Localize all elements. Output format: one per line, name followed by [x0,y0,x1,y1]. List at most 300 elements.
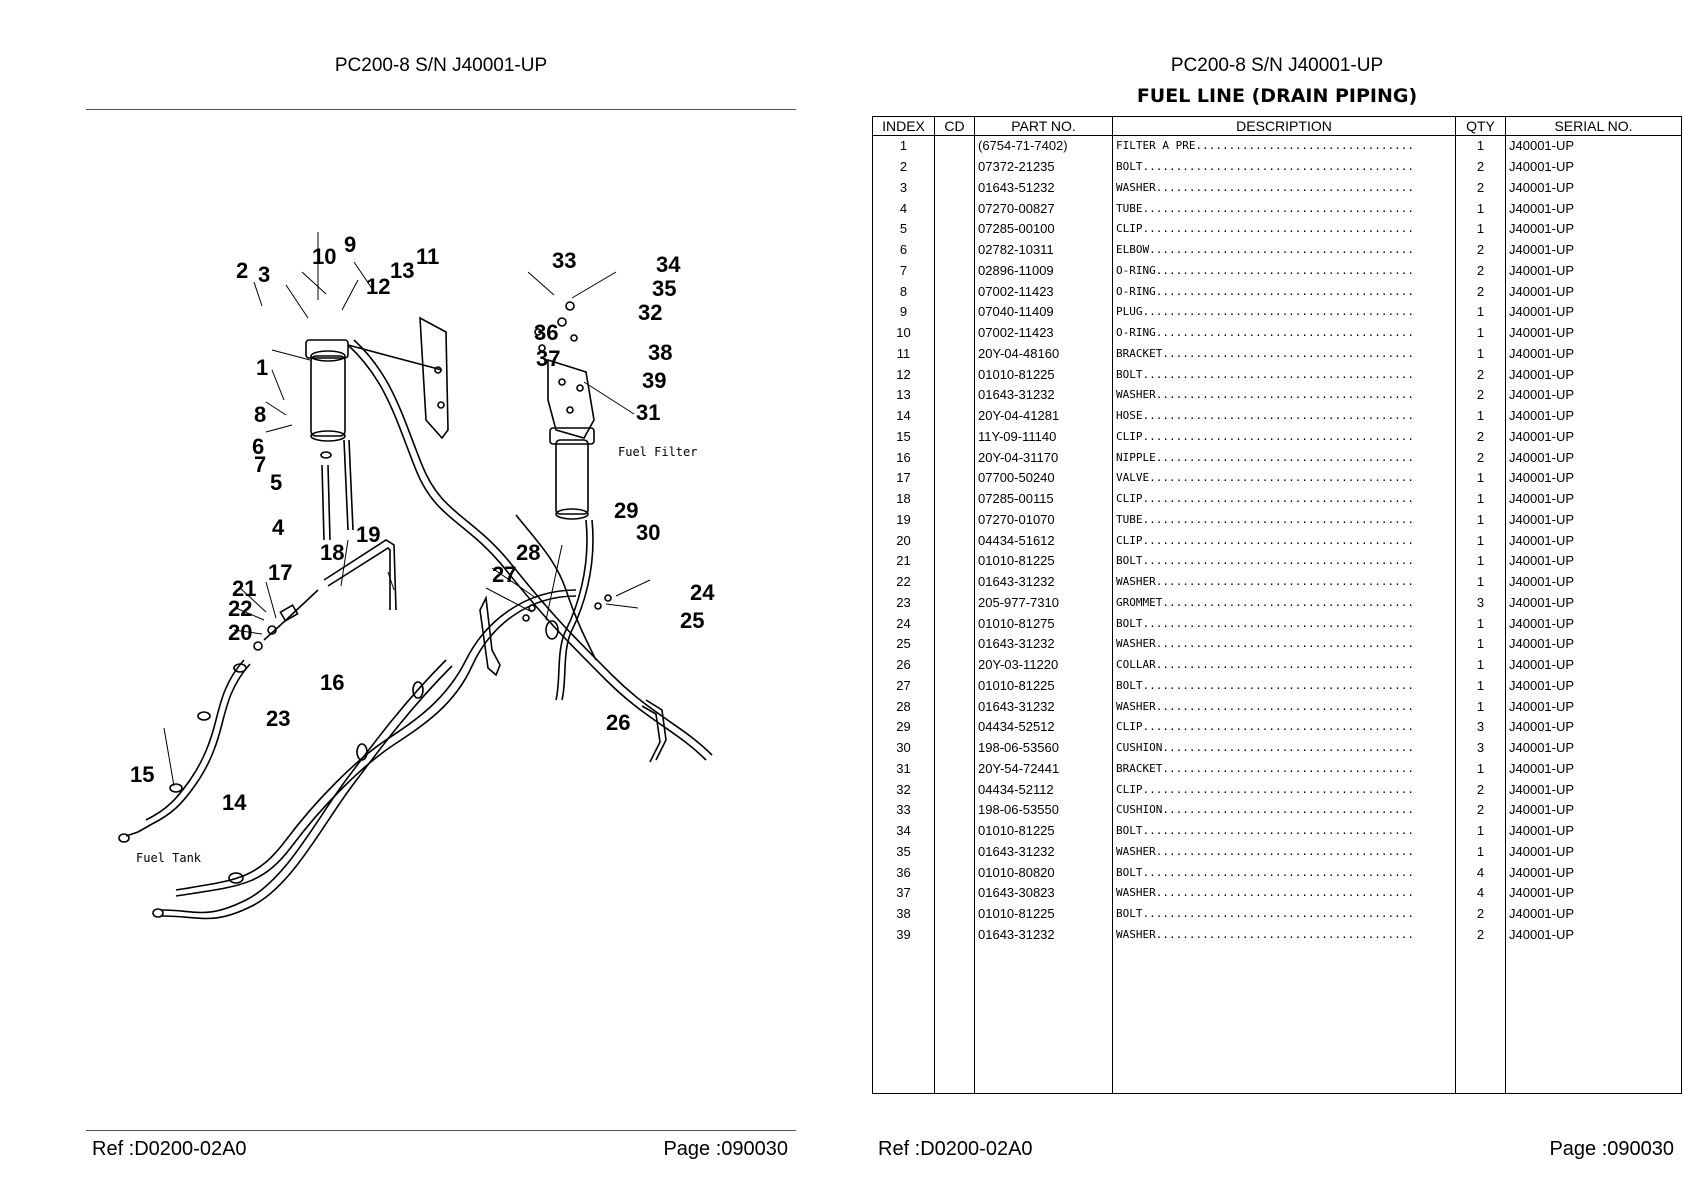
cell-cd [935,219,975,240]
cell-cd [935,821,975,842]
cell-index: 13 [873,385,935,406]
table-row [873,883,1682,904]
cell-part: (6754-71-7402) [975,136,1113,157]
cell-part: 07002-11423 [975,281,1113,302]
filler-cell [1113,945,1456,1094]
callout-30: 30 [636,520,661,545]
cell-qty: 1 [1456,530,1506,551]
cell-serial: J40001-UP [1506,655,1682,676]
cell-qty: 1 [1456,136,1506,157]
cell-cd [935,717,975,738]
cell-index: 1 [873,136,935,157]
cell-desc: GROMMET...................................... [1113,593,1456,614]
callout-33: 33 [552,248,577,273]
cell-qty: 4 [1456,883,1506,904]
cell-cd [935,655,975,676]
cell-serial: J40001-UP [1506,157,1682,178]
cell-index: 14 [873,406,935,427]
parts-table [872,116,1682,1094]
cell-part: 07285-00100 [975,219,1113,240]
cell-cd [935,779,975,800]
cell-serial: J40001-UP [1506,510,1682,531]
callout-19: 19 [356,522,381,547]
bracket-31 [548,360,594,438]
cell-desc: BOLT......................................... [1113,904,1456,925]
callout-18: 18 [320,540,345,565]
cell-part: 01643-31232 [975,925,1113,946]
cell-qty: 1 [1456,406,1506,427]
cell-serial: J40001-UP [1506,344,1682,365]
cell-qty: 1 [1456,842,1506,863]
cell-qty: 2 [1456,157,1506,178]
cell-index: 5 [873,219,935,240]
cell-qty: 1 [1456,613,1506,634]
cell-desc: O-RING....................................... [1113,281,1456,302]
cell-qty: 2 [1456,364,1506,385]
table-row [873,406,1682,427]
table-row [873,468,1682,489]
cell-qty: 1 [1456,302,1506,323]
fuel-filter-body [556,440,588,514]
table-row [873,842,1682,863]
callout-34: 34 [656,252,681,277]
cell-qty: 1 [1456,759,1506,780]
table-row [873,447,1682,468]
cell-part: 11Y-09-11140 [975,427,1113,448]
cell-serial: J40001-UP [1506,800,1682,821]
cell-desc: COLLAR....................................... [1113,655,1456,676]
cell-serial: J40001-UP [1506,468,1682,489]
cell-index: 32 [873,779,935,800]
callout-23: 23 [266,706,291,731]
cell-serial: J40001-UP [1506,759,1682,780]
cell-part: 01643-31232 [975,696,1113,717]
cell-serial: J40001-UP [1506,883,1682,904]
cell-index: 22 [873,572,935,593]
table-row [873,240,1682,261]
cell-part: 04434-52512 [975,717,1113,738]
callout-10: 10 [312,244,337,269]
cell-qty: 2 [1456,800,1506,821]
cell-desc: BOLT......................................... [1113,862,1456,883]
cell-desc: BOLT......................................... [1113,157,1456,178]
cell-serial: J40001-UP [1506,406,1682,427]
cell-index: 30 [873,738,935,759]
cell-part: 01010-81225 [975,904,1113,925]
table-row [873,385,1682,406]
cell-desc: CLIP......................................... [1113,717,1456,738]
table-row [873,696,1682,717]
col-header-serial-no: SERIAL NO. [1506,117,1682,136]
cell-index: 6 [873,240,935,261]
cell-serial: J40001-UP [1506,427,1682,448]
table-row [873,759,1682,780]
cell-desc: CLIP......................................... [1113,779,1456,800]
callout-25: 25 [680,608,705,633]
table-row [873,344,1682,365]
cell-cd [935,904,975,925]
filler-cell [873,945,935,1094]
callout-3: 3 [258,262,271,287]
cell-desc: BOLT......................................... [1113,551,1456,572]
cell-index: 31 [873,759,935,780]
callout-8: 8 [254,402,267,427]
table-row [873,157,1682,178]
cell-serial: J40001-UP [1506,364,1682,385]
table-row [873,717,1682,738]
col-header-cd: CD [935,117,975,136]
cell-index: 15 [873,427,935,448]
cell-part: 20Y-04-41281 [975,406,1113,427]
cell-qty: 2 [1456,427,1506,448]
cell-desc: NIPPLE....................................... [1113,447,1456,468]
callout-17: 17 [268,560,293,585]
cell-part: 07270-00827 [975,198,1113,219]
callout-13: 13 [390,258,415,283]
cell-serial: J40001-UP [1506,261,1682,282]
exploded-parts-diagram [86,120,796,1120]
cell-index: 20 [873,530,935,551]
cell-serial: J40001-UP [1506,551,1682,572]
cell-index: 38 [873,904,935,925]
cell-desc: ELBOW........................................ [1113,240,1456,261]
cell-cd [935,862,975,883]
cell-part: 01010-81225 [975,821,1113,842]
cell-qty: 2 [1456,925,1506,946]
cell-serial: J40001-UP [1506,676,1682,697]
cell-part: 01010-81225 [975,364,1113,385]
cell-qty: 3 [1456,717,1506,738]
parts-table-header [873,117,1682,136]
col-header-description: DESCRIPTION [1113,117,1456,136]
cell-part: 07285-00115 [975,489,1113,510]
cell-serial: J40001-UP [1506,281,1682,302]
callout-5: 5 [270,470,283,495]
callout-36: 36 [534,320,559,345]
cell-desc: TUBE......................................... [1113,510,1456,531]
cell-index: 7 [873,261,935,282]
cell-index: 35 [873,842,935,863]
cell-qty: 2 [1456,447,1506,468]
right-page-title: PC200-8 S/N J40001-UP [1170,55,1384,76]
cell-qty: 1 [1456,489,1506,510]
cell-cd [935,530,975,551]
cell-serial: J40001-UP [1506,717,1682,738]
cell-desc: WASHER....................................... [1113,178,1456,199]
cell-qty: 1 [1456,219,1506,240]
cell-desc: CLIP......................................... [1113,530,1456,551]
callout-20: 20 [228,620,253,645]
callout-35: 35 [652,276,677,301]
cell-part: 20Y-54-72441 [975,759,1113,780]
cell-desc: CLIP......................................... [1113,489,1456,510]
cell-cd [935,842,975,863]
cell-part: 20Y-04-48160 [975,344,1113,365]
cell-index: 23 [873,593,935,614]
cell-index: 8 [873,281,935,302]
cell-index: 11 [873,344,935,365]
cell-cd [935,240,975,261]
callout-24: 24 [690,580,715,605]
callout-26: 26 [606,710,631,735]
cell-serial: J40001-UP [1506,447,1682,468]
table-row [873,302,1682,323]
diagram-linework [119,302,712,919]
cell-qty: 1 [1456,696,1506,717]
cell-serial: J40001-UP [1506,821,1682,842]
cell-cd [935,468,975,489]
table-row [873,198,1682,219]
table-row [873,572,1682,593]
cell-part: 198-06-53550 [975,800,1113,821]
table-row [873,800,1682,821]
cell-qty: 1 [1456,510,1506,531]
cell-serial: J40001-UP [1506,925,1682,946]
cell-part: 07002-11423 [975,323,1113,344]
cell-cd [935,510,975,531]
callout-7: 7 [254,452,267,477]
cell-serial: J40001-UP [1506,136,1682,157]
filler-cell [1456,945,1506,1094]
cell-cd [935,593,975,614]
table-filler-row [873,945,1682,1094]
cell-cd [935,261,975,282]
cell-cd [935,800,975,821]
cell-part: 198-06-53560 [975,738,1113,759]
cell-part: 20Y-03-11220 [975,655,1113,676]
left-footer-divider [86,1130,796,1131]
cell-part: 07040-11409 [975,302,1113,323]
filler-cell [975,945,1113,1094]
cell-part: 04434-51612 [975,530,1113,551]
callout-2: 2 [236,258,249,283]
cell-cd [935,136,975,157]
cell-index: 24 [873,613,935,634]
cell-serial: J40001-UP [1506,302,1682,323]
cell-index: 2 [873,157,935,178]
cell-desc: BRACKET...................................... [1113,759,1456,780]
cell-index: 12 [873,364,935,385]
table-row [873,364,1682,385]
cell-cd [935,883,975,904]
callout-11: 11 [416,244,440,269]
cell-desc: WASHER....................................... [1113,925,1456,946]
cell-qty: 1 [1456,344,1506,365]
cell-qty: 4 [1456,862,1506,883]
callout-14: 14 [222,790,247,815]
cell-index: 19 [873,510,935,531]
cell-part: 01643-31232 [975,634,1113,655]
cell-part: 20Y-04-31170 [975,447,1113,468]
left-footer-page: Page :090030 [663,1138,788,1160]
cell-qty: 1 [1456,198,1506,219]
cell-part: 07372-21235 [975,157,1113,178]
cell-qty: 1 [1456,468,1506,489]
cell-part: 07270-01070 [975,510,1113,531]
cell-cd [935,634,975,655]
cell-cd [935,302,975,323]
cell-index: 29 [873,717,935,738]
cell-part: 04434-52112 [975,779,1113,800]
cell-serial: J40001-UP [1506,862,1682,883]
cell-cd [935,696,975,717]
cell-cd [935,551,975,572]
cell-index: 36 [873,862,935,883]
cell-serial: J40001-UP [1506,613,1682,634]
cell-index: 39 [873,925,935,946]
cell-part: 01643-31232 [975,572,1113,593]
cell-part: 01643-51232 [975,178,1113,199]
cell-desc: BOLT......................................... [1113,613,1456,634]
cell-part: 01010-81225 [975,676,1113,697]
callout-28: 28 [516,540,541,565]
cell-part: 07700-50240 [975,468,1113,489]
table-row [873,779,1682,800]
cell-cd [935,178,975,199]
cell-index: 3 [873,178,935,199]
callout-15: 15 [130,762,155,787]
cell-cd [935,281,975,302]
table-row [873,904,1682,925]
cell-qty: 2 [1456,261,1506,282]
table-row [873,613,1682,634]
table-row [873,655,1682,676]
cell-part: 01010-81225 [975,551,1113,572]
cell-desc: WASHER....................................... [1113,696,1456,717]
callout-9: 9 [344,232,357,257]
cell-desc: WASHER....................................... [1113,572,1456,593]
filter-drain-hose [556,520,587,700]
cell-serial: J40001-UP [1506,198,1682,219]
table-row [873,862,1682,883]
cell-desc: BRACKET...................................... [1113,344,1456,365]
callout-12: 12 [366,274,391,299]
right-footer-ref: Ref :D0200-02A0 [878,1138,1033,1160]
cell-serial: J40001-UP [1506,572,1682,593]
table-row [873,593,1682,614]
cell-desc: WASHER....................................... [1113,842,1456,863]
table-row [873,489,1682,510]
cell-desc: CUSHION...................................... [1113,738,1456,759]
cell-cd [935,613,975,634]
cell-qty: 1 [1456,551,1506,572]
cell-serial: J40001-UP [1506,738,1682,759]
cell-cd [935,447,975,468]
filler-cell [1506,945,1682,1094]
left-header-divider [86,109,796,110]
cell-desc: CLIP......................................... [1113,219,1456,240]
filler-cell [935,945,975,1094]
cell-desc: WASHER....................................... [1113,883,1456,904]
fuel-filter-label: Fuel Filter [618,445,698,459]
cell-part: 01010-80820 [975,862,1113,883]
cell-index: 25 [873,634,935,655]
cell-qty: 1 [1456,821,1506,842]
callout-37: 37 [536,346,561,371]
cell-index: 10 [873,323,935,344]
cell-desc: CUSHION...................................... [1113,800,1456,821]
cell-index: 18 [873,489,935,510]
parts-table-body [873,136,1682,1094]
table-row [873,261,1682,282]
table-row [873,738,1682,759]
cell-index: 28 [873,696,935,717]
cell-cd [935,427,975,448]
callout-4: 4 [272,515,285,540]
cell-desc: HOSE......................................... [1113,406,1456,427]
cell-cd [935,759,975,780]
cell-cd [935,385,975,406]
cell-qty: 1 [1456,655,1506,676]
col-header-qty: QTY [1456,117,1506,136]
cell-qty: 3 [1456,738,1506,759]
cell-desc: TUBE......................................... [1113,198,1456,219]
cell-desc: WASHER....................................... [1113,634,1456,655]
callout-21: 21 [232,576,257,601]
cell-qty: 1 [1456,572,1506,593]
cell-part: 205-977-7310 [975,593,1113,614]
table-row [873,178,1682,199]
right-footer-page: Page :090030 [1549,1138,1674,1160]
cell-desc: VALVE........................................ [1113,468,1456,489]
cell-desc: BOLT......................................... [1113,821,1456,842]
cell-qty: 2 [1456,240,1506,261]
callout-1: 1 [256,355,269,380]
cell-cd [935,344,975,365]
cell-serial: J40001-UP [1506,219,1682,240]
fuel-tank-label: Fuel Tank [136,851,202,865]
cell-serial: J40001-UP [1506,593,1682,614]
cell-desc: O-RING....................................... [1113,261,1456,282]
cell-serial: J40001-UP [1506,385,1682,406]
table-row [873,510,1682,531]
cell-desc: PLUG......................................... [1113,302,1456,323]
callout-39: 39 [642,368,667,393]
cell-serial: J40001-UP [1506,489,1682,510]
cell-cd [935,925,975,946]
cell-serial: J40001-UP [1506,779,1682,800]
cell-cd [935,572,975,593]
cell-desc: FILTER A PRE................................. [1113,136,1456,157]
cell-serial: J40001-UP [1506,530,1682,551]
callout-22: 22 [228,596,253,621]
tube-4 [322,465,324,540]
table-row [873,136,1682,157]
cell-qty: 2 [1456,385,1506,406]
cell-index: 37 [873,883,935,904]
table-row [873,281,1682,302]
cell-cd [935,323,975,344]
cell-serial: J40001-UP [1506,696,1682,717]
cell-cd [935,676,975,697]
cell-index: 34 [873,821,935,842]
cell-part: 01643-31232 [975,842,1113,863]
cell-cd [935,489,975,510]
table-row [873,323,1682,344]
table-row [873,219,1682,240]
cell-qty: 2 [1456,904,1506,925]
callout-27: 27 [492,562,517,587]
cell-serial: J40001-UP [1506,323,1682,344]
table-row [873,530,1682,551]
cell-cd [935,157,975,178]
cell-part: 01010-81275 [975,613,1113,634]
cell-qty: 1 [1456,323,1506,344]
cell-index: 4 [873,198,935,219]
cell-index: 16 [873,447,935,468]
cell-desc: BOLT......................................... [1113,364,1456,385]
table-row [873,821,1682,842]
